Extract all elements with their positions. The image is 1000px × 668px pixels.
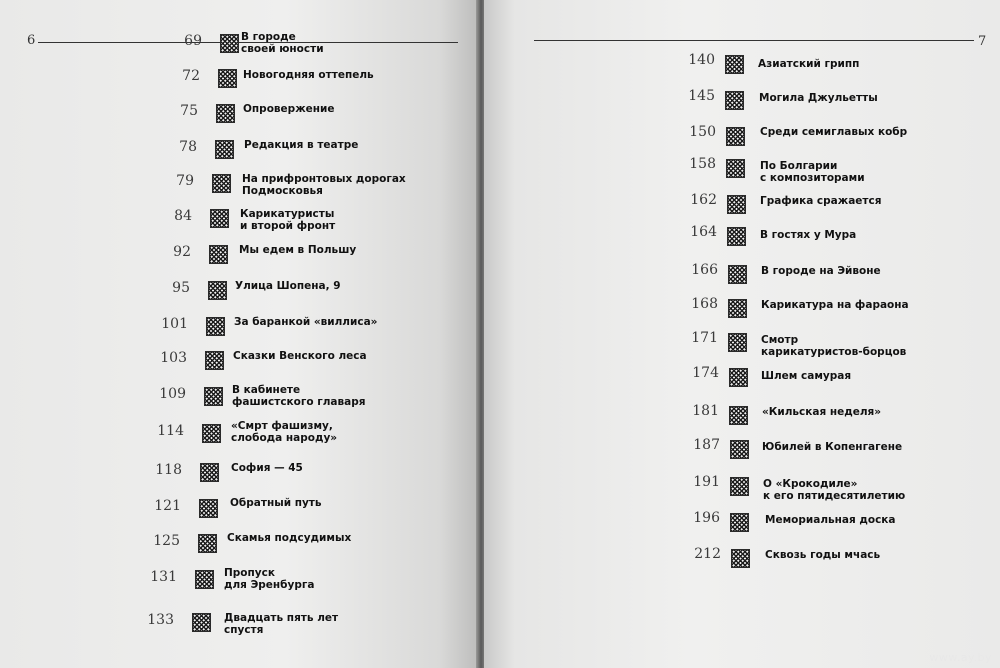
hatched-square-icon xyxy=(728,299,747,318)
hatched-square-icon xyxy=(725,55,744,74)
toc-title: София — 45 xyxy=(231,462,303,474)
toc-page-number: 133 xyxy=(147,612,174,628)
hatched-square-icon xyxy=(209,245,228,264)
toc-title: Карикатура на фараона xyxy=(761,299,909,311)
hatched-square-icon xyxy=(728,265,747,284)
toc-title: Редакция в театре xyxy=(244,139,359,151)
toc-title: Скамья подсудимых xyxy=(227,532,352,544)
toc-title: Мемориальная доска xyxy=(765,514,896,526)
hatched-square-icon xyxy=(198,534,217,553)
hatched-square-icon xyxy=(218,69,237,88)
toc-title: Двадцать пять лет спустя xyxy=(224,612,339,636)
toc-page-number: 79 xyxy=(176,173,194,189)
toc-page-number: 72 xyxy=(182,68,200,84)
toc-page-number: 150 xyxy=(689,124,716,140)
hatched-square-icon xyxy=(200,463,219,482)
toc-page-number: 164 xyxy=(690,224,717,240)
hatched-square-icon xyxy=(195,570,214,589)
right-page xyxy=(484,0,1000,668)
hatched-square-icon xyxy=(215,140,234,159)
toc-title: Улица Шопена, 9 xyxy=(235,280,341,292)
toc-page-number: 75 xyxy=(180,103,198,119)
hatched-square-icon xyxy=(730,477,749,496)
toc-page-number: 69 xyxy=(184,33,202,49)
toc-page-number: 78 xyxy=(179,139,197,155)
toc-page-number: 95 xyxy=(172,280,190,296)
hatched-square-icon xyxy=(726,159,745,178)
toc-page-number: 187 xyxy=(693,437,720,453)
toc-page-number: 140 xyxy=(688,52,715,68)
hatched-square-icon xyxy=(208,281,227,300)
toc-title: По Болгарии с композиторами xyxy=(760,160,865,184)
toc-title: Пропуск для Эренбурга xyxy=(224,567,315,591)
toc-title: В городе на Эйвоне xyxy=(761,265,881,277)
toc-title: Смотр карикатуристов-борцов xyxy=(761,334,907,358)
hatched-square-icon xyxy=(210,209,229,228)
toc-title: Новогодняя оттепель xyxy=(243,69,374,81)
toc-title: За баранкой «виллиса» xyxy=(234,316,378,328)
header-rule-right xyxy=(534,40,974,41)
hatched-square-icon xyxy=(192,613,211,632)
toc-title: Карикатуристы и второй фронт xyxy=(240,208,336,232)
hatched-square-icon xyxy=(212,174,231,193)
toc-page-number: 171 xyxy=(691,330,718,346)
toc-title: Сквозь годы мчась xyxy=(765,549,881,561)
hatched-square-icon xyxy=(204,387,223,406)
toc-title: В кабинете фашистского главаря xyxy=(232,384,366,408)
toc-title: В гостях у Мура xyxy=(760,229,857,241)
page-number-left: 6 xyxy=(27,33,36,48)
toc-page-number: 131 xyxy=(150,569,177,585)
hatched-square-icon xyxy=(729,406,748,425)
toc-page-number: 166 xyxy=(691,262,718,278)
hatched-square-icon xyxy=(727,227,746,246)
toc-title: Обратный путь xyxy=(230,497,322,509)
toc-title: Азиатский грипп xyxy=(758,58,860,70)
toc-title: Сказки Венского леса xyxy=(233,350,367,362)
toc-page-number: 121 xyxy=(154,498,181,514)
hatched-square-icon xyxy=(730,440,749,459)
toc-page-number: 191 xyxy=(693,474,720,490)
toc-page-number: 103 xyxy=(160,350,187,366)
hatched-square-icon xyxy=(728,333,747,352)
hatched-square-icon xyxy=(202,424,221,443)
page-number-right: 7 xyxy=(978,34,987,49)
hatched-square-icon xyxy=(729,368,748,387)
toc-title: Опровержение xyxy=(243,103,335,115)
toc-title: «Смрт фашизму, слобода народу» xyxy=(231,420,338,444)
toc-title: «Кильская неделя» xyxy=(762,406,882,418)
hatched-square-icon xyxy=(725,91,744,110)
hatched-square-icon xyxy=(731,549,750,568)
toc-page-number: 118 xyxy=(155,462,182,478)
toc-page-number: 158 xyxy=(689,156,716,172)
hatched-square-icon xyxy=(216,104,235,123)
toc-title: Графика сражается xyxy=(760,195,882,207)
toc-title: Могила Джульетты xyxy=(759,92,878,104)
watermark: www.ay.by xyxy=(929,651,992,664)
hatched-square-icon xyxy=(199,499,218,518)
toc-page-number: 181 xyxy=(692,403,719,419)
hatched-square-icon xyxy=(730,513,749,532)
toc-page-number: 114 xyxy=(157,423,184,439)
toc-page-number: 125 xyxy=(153,533,180,549)
toc-page-number: 174 xyxy=(692,365,719,381)
toc-page-number: 196 xyxy=(693,510,720,526)
left-page xyxy=(0,0,478,668)
toc-title: О «Крокодиле» к его пятидесятилетию xyxy=(763,478,906,502)
hatched-square-icon xyxy=(205,351,224,370)
toc-title: Юбилей в Копенгагене xyxy=(762,441,903,453)
hatched-square-icon xyxy=(726,127,745,146)
toc-page-number: 212 xyxy=(694,546,721,562)
hatched-square-icon xyxy=(206,317,225,336)
hatched-square-icon xyxy=(727,195,746,214)
toc-page-number: 145 xyxy=(688,88,715,104)
toc-page-number: 101 xyxy=(161,316,188,332)
toc-page-number: 109 xyxy=(159,386,186,402)
hatched-square-icon xyxy=(220,34,239,53)
toc-title: Мы едем в Польшу xyxy=(239,244,357,256)
toc-title: На прифронтовых дорогах Подмосковья xyxy=(242,173,406,197)
toc-title: Шлем самурая xyxy=(761,370,852,382)
toc-page-number: 168 xyxy=(691,296,718,312)
toc-page-number: 162 xyxy=(690,192,717,208)
toc-title: Среди семиглавых кобр xyxy=(760,126,908,138)
toc-page-number: 92 xyxy=(173,244,191,260)
toc-title: В городе своей юности xyxy=(241,31,324,55)
toc-page-number: 84 xyxy=(174,208,192,224)
